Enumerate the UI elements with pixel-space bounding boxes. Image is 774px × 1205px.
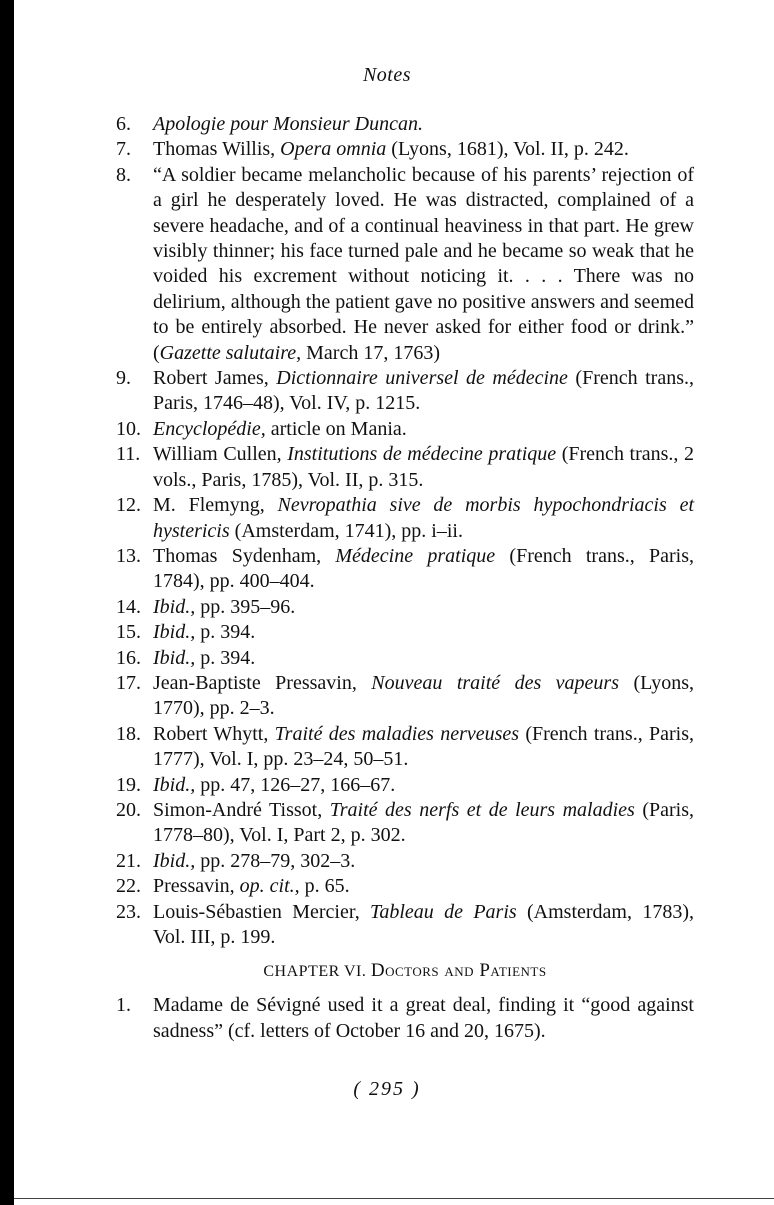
note-text bbox=[153, 366, 694, 417]
note-text bbox=[153, 722, 694, 773]
note-number: 19. bbox=[116, 773, 141, 796]
notes-list-group-b bbox=[116, 993, 694, 1044]
note-number: 15. bbox=[116, 621, 141, 644]
note-text-segment: pp. 47, 126–27, 166–67. bbox=[195, 773, 396, 796]
note-text bbox=[153, 595, 694, 620]
note-item bbox=[116, 112, 694, 137]
note-text-segment: (French trans., Paris, 1777), Vol. I, pp. 23–24, 50–51. bbox=[153, 722, 695, 771]
note-item bbox=[116, 137, 694, 162]
note-text-segment: Pressavin, bbox=[153, 875, 240, 898]
note-text bbox=[153, 849, 694, 874]
note-item bbox=[116, 993, 694, 1044]
note-text-segment: Simon-André Tissot, bbox=[153, 798, 330, 821]
note-title-italic: Ibid., bbox=[153, 621, 196, 644]
note-title-italic: Tableau de Paris bbox=[370, 900, 517, 923]
note-text-segment: Robert Whytt, bbox=[153, 722, 275, 745]
notes-list bbox=[116, 112, 694, 1044]
note-item bbox=[116, 773, 694, 798]
note-item bbox=[116, 544, 694, 595]
note-text-segment: Jean-Baptiste Pressavin, bbox=[153, 671, 372, 694]
note-item bbox=[116, 163, 694, 366]
scan-bottom-edge bbox=[14, 1198, 774, 1199]
note-text-segment: William Cullen, bbox=[153, 443, 288, 466]
note-text bbox=[153, 671, 694, 722]
note-number: 13. bbox=[116, 544, 141, 567]
note-item bbox=[116, 417, 694, 442]
note-number: 20. bbox=[116, 798, 141, 821]
note-text-segment: M. Flemyng, bbox=[153, 494, 278, 517]
note-text bbox=[153, 993, 694, 1044]
note-number: 7. bbox=[116, 138, 131, 161]
note-text-segment: Madame de Sévigné used it a great deal, finding it “good against sadness” (cf. letters of October 16 and 20, 1675). bbox=[153, 994, 694, 1042]
note-text bbox=[153, 773, 694, 798]
note-number: 18. bbox=[116, 722, 141, 745]
note-text bbox=[153, 137, 694, 162]
note-title-italic: Apologie pour Monsieur Duncan. bbox=[153, 113, 423, 135]
chapter-title: Doctors and Patients bbox=[370, 960, 547, 982]
note-title-italic: Traité des maladies nerveuses bbox=[274, 722, 520, 745]
note-item bbox=[116, 442, 694, 493]
note-text-segment: (Amsterdam, 1783), Vol. III, p. 199. bbox=[153, 900, 694, 948]
note-text bbox=[153, 112, 694, 137]
note-text-segment: p. 65. bbox=[299, 875, 350, 898]
note-text-segment: (Lyons, 1681), Vol. II, p. 242. bbox=[386, 138, 629, 161]
note-item bbox=[116, 493, 694, 544]
note-item bbox=[116, 366, 694, 417]
note-item bbox=[116, 595, 694, 620]
note-title-italic: Ibid., bbox=[153, 646, 196, 669]
note-number: 23. bbox=[116, 900, 141, 923]
note-number: 17. bbox=[116, 671, 141, 694]
note-title-italic: Opera omnia bbox=[280, 138, 387, 161]
note-number: 12. bbox=[116, 494, 141, 517]
note-title-italic: Dictionnaire universel de médecine bbox=[276, 367, 568, 390]
note-number: 14. bbox=[116, 595, 141, 618]
note-text-segment: Thomas Sydenham, bbox=[153, 544, 336, 567]
note-text bbox=[153, 900, 694, 951]
note-title-italic: Nevropathia sive de morbis hypochondriacis et hystericis bbox=[153, 494, 695, 542]
note-text-segment: (French trans., Paris, 1746–48), Vol. IV, p. 1215. bbox=[153, 367, 694, 415]
note-text bbox=[153, 646, 694, 671]
note-text bbox=[153, 798, 694, 849]
note-item bbox=[116, 722, 694, 773]
notes-list-group-a bbox=[116, 112, 694, 950]
note-title-italic: Nouveau traité des vapeurs bbox=[371, 671, 619, 694]
note-number: 11. bbox=[116, 443, 141, 466]
note-title-italic: Médecine pratique bbox=[335, 544, 496, 567]
note-title-italic: Ibid., bbox=[153, 773, 196, 796]
note-text-segment: p. 394. bbox=[195, 621, 256, 644]
note-text-segment: pp. 395–96. bbox=[195, 595, 296, 618]
chapter-number: CHAPTER VI. bbox=[263, 963, 367, 981]
page-number: ( 295 ) bbox=[353, 1078, 421, 1100]
note-item bbox=[116, 671, 694, 722]
note-number: 8. bbox=[116, 163, 131, 186]
note-title-italic: Gazette salutaire, bbox=[159, 341, 302, 364]
note-number: 22. bbox=[116, 875, 141, 898]
note-number: 10. bbox=[116, 417, 141, 440]
note-text-segment: Louis-Sébastien Mercier, bbox=[153, 900, 371, 923]
note-text-segment: (Paris, 1778–80), Vol. I, Part 2, p. 302. bbox=[153, 798, 695, 847]
note-item bbox=[116, 849, 694, 874]
note-item bbox=[116, 874, 694, 899]
note-text-segment: (Lyons, 1770), pp. 2–3. bbox=[153, 671, 694, 720]
note-item bbox=[116, 798, 694, 849]
note-text-segment: (Amsterdam, 1741), pp. i–ii. bbox=[229, 519, 463, 542]
note-title-italic: Institutions de médecine pratique bbox=[287, 443, 557, 466]
note-text-segment: p. 394. bbox=[195, 646, 256, 669]
scan-edge-bar bbox=[0, 0, 14, 1205]
note-text-segment: (French trans., 2 vols., Paris, 1785), Vol. II, p. 315. bbox=[153, 443, 694, 491]
note-item bbox=[116, 646, 694, 671]
note-text-segment: (French trans., Paris, 1784), pp. 400–404. bbox=[153, 544, 695, 593]
note-text bbox=[153, 493, 694, 544]
note-number: 21. bbox=[116, 849, 141, 872]
note-text-segment: Thomas Willis, bbox=[153, 138, 281, 161]
note-text bbox=[153, 874, 694, 899]
note-title-italic: Ibid., bbox=[153, 849, 196, 872]
note-number: 6. bbox=[116, 113, 131, 135]
note-text-segment: “A soldier became melancholic because of his parents’ rejection of a girl he desperately loved. He was distracted, complained of a severe headache, and of a continual heaviness in that part. He grew visibly thinner; his face turned pale and he became so weak that he voided his excrement without noticing it. . . . There was no delirium, although the patient gave no positive answers and seemed to be entirely absorbed. He never asked for either food or drink.” ( bbox=[153, 163, 694, 364]
note-number: 16. bbox=[116, 646, 141, 669]
note-item bbox=[116, 900, 694, 951]
note-item bbox=[116, 620, 694, 645]
note-title-italic: Ibid., bbox=[153, 595, 196, 618]
note-title-italic: Encyclopédie, bbox=[153, 417, 266, 440]
note-text-segment: pp. 278–79, 302–3. bbox=[195, 849, 356, 872]
note-text-segment: March 17, 1763) bbox=[301, 341, 440, 364]
note-text bbox=[153, 620, 694, 645]
note-text bbox=[153, 442, 694, 493]
note-text-segment: Robert James, bbox=[153, 367, 277, 390]
chapter-heading bbox=[116, 960, 694, 983]
note-title-italic: op. cit., bbox=[239, 875, 300, 898]
note-text bbox=[153, 417, 694, 442]
note-number: 9. bbox=[116, 367, 131, 390]
running-header: Notes bbox=[362, 64, 412, 86]
note-text bbox=[153, 163, 694, 366]
note-text bbox=[153, 544, 694, 595]
note-text-segment: article on Mania. bbox=[265, 417, 407, 440]
note-number: 1. bbox=[116, 994, 131, 1017]
note-title-italic: Traité des nerfs et de leurs maladies bbox=[329, 798, 635, 821]
